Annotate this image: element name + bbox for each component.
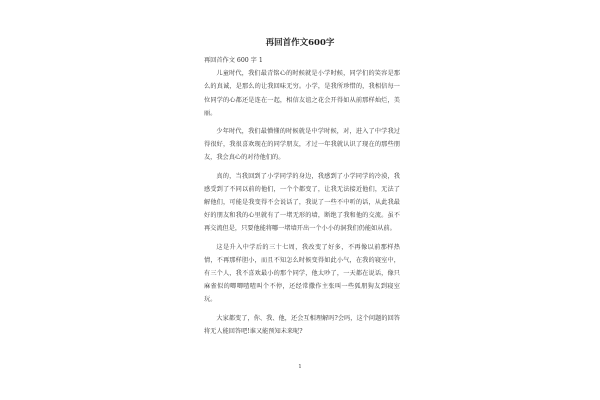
paragraph-3: 真的，当我回到了小学同学的身边，我感到了小学同学的冷漠，我感受到了不同以前的他们，一个个都变了，让我无法接近他们，无法了解他们，可能是我变得不会说话了，我说了一些不中听的话，从此我最好的朋友和我的心里就有了一堵无形的墙，断绝了我和他的交流。虽不再交流但是，只要他能将哪一堵墙开出一个小小的洞我们仍能如从前。 [204,172,400,233]
document-title: 再回首作文600字 [265,38,335,48]
paragraph-5: 大家都变了，你、我、他，还会互相理解吗?会吗，这个问题的回答将无人能回答吧!谁又能预知未来呢? [204,314,400,335]
paragraph-4: 这是升入中学后的三十七周，我改变了好多，不再像以前那样热情，不再那样胆小，而且不知怎么时候变得如此小气，在我的寝室中，有三个人，我不喜欢最小的那个同学，他太吵了，一天都在说话，像只麻雀似的唧唧喳喳叫个不停，还经常撒作主张叫一些狐朋狗友到寝室玩。 [204,243,400,304]
page-number: 1 [298,364,302,370]
document-body [204,54,400,343]
paragraph-2: 少年时代，我们最懵懂的时候就是中学时候，对，进入了中学我过得很好，我很喜欢现在的同学朋友，才过一年我就认识了现在的那些朋友，我会真心的对待他们的。 [204,128,400,162]
paragraph-1: 儿童时代，我们最青铭心的时候就是小学时候，同学们的笑容是那么的真诚，是那么的让我回味无穷。小学，是我所珍惜的，我相信每一位同学的心都还是连在一起，相信友谊之花会开得如从前那样灿烂，美丽。 [204,70,400,117]
document-subtitle: 再回首作文 600 字 1 [204,57,263,64]
